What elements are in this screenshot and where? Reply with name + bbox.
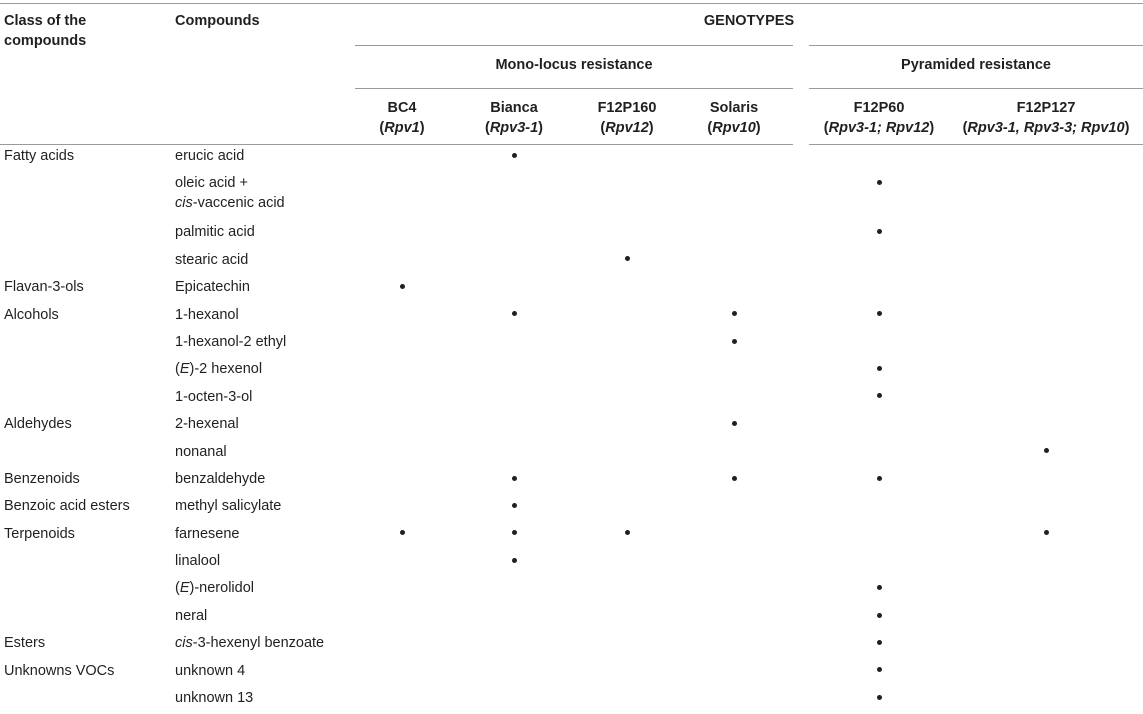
- table-row: [0, 577, 1143, 604]
- presence-cell: [579, 550, 675, 577]
- presence-cell: [675, 523, 801, 550]
- presence-cell: [355, 550, 449, 577]
- presence-cell: [949, 660, 1143, 687]
- presence-dot-icon: [732, 421, 737, 426]
- table-row: [0, 523, 1143, 550]
- table-row: [0, 441, 1143, 468]
- compound-name: cis-3-hexenyl benzoate: [175, 635, 325, 652]
- compound-class: Aldehydes: [4, 416, 72, 433]
- presence-cell: [801, 605, 949, 632]
- table-row: [0, 304, 1143, 331]
- presence-cell: [949, 386, 1143, 413]
- compound-class: [0, 172, 175, 221]
- compound-class: Esters: [4, 635, 46, 652]
- genotype-name: F12P127: [1016, 100, 1076, 116]
- table-row: [0, 413, 1143, 440]
- presence-cell: [579, 523, 675, 550]
- presence-cell: [579, 632, 675, 659]
- presence-cell: [449, 172, 579, 221]
- genotype-gene: Rpv3-1: [489, 120, 539, 136]
- presence-cell: [675, 276, 801, 303]
- presence-cell: [579, 145, 675, 172]
- presence-cell: [449, 145, 579, 172]
- table-row: [0, 495, 1143, 522]
- presence-cell: [355, 304, 449, 331]
- presence-cell: [449, 413, 579, 440]
- presence-cell: [949, 358, 1143, 385]
- presence-cell: [355, 386, 449, 413]
- compound-name: (E)-nerolidol: [175, 580, 254, 597]
- presence-dot-icon: [877, 366, 882, 371]
- presence-cell: [355, 221, 449, 248]
- presence-cell: [675, 495, 801, 522]
- genotype-header-2: F12P160 (Rpv12): [579, 89, 675, 145]
- presence-cell: [355, 577, 449, 604]
- presence-dot-icon: [1044, 448, 1049, 453]
- compound-class: [0, 358, 175, 385]
- presence-cell: [579, 304, 675, 331]
- mono-locus-header: Mono-locus resistance: [355, 46, 801, 89]
- compound-class: Benzenoids: [4, 470, 80, 487]
- presence-cell: [449, 221, 579, 248]
- presence-dot-icon: [512, 558, 517, 563]
- presence-cell: [949, 605, 1143, 632]
- pyramided-header: Pyramided resistance: [801, 46, 1143, 89]
- presence-cell: [579, 577, 675, 604]
- presence-dot-icon: [877, 585, 882, 590]
- table-row: [0, 605, 1143, 632]
- compound-name: neral: [175, 607, 208, 624]
- table-row: [0, 276, 1143, 303]
- presence-dot-icon: [877, 229, 882, 234]
- table-row: [0, 386, 1143, 413]
- presence-cell: [579, 441, 675, 468]
- presence-cell: [801, 441, 949, 468]
- presence-cell: [801, 523, 949, 550]
- presence-cell: [449, 687, 579, 714]
- presence-cell: [579, 660, 675, 687]
- presence-cell: [449, 550, 579, 577]
- presence-cell: [949, 550, 1143, 577]
- presence-dot-icon: [400, 284, 405, 289]
- presence-cell: [449, 605, 579, 632]
- compounds-column-header: Compounds: [175, 13, 260, 29]
- compound-class: Alcohols: [4, 306, 59, 323]
- presence-cell: [579, 413, 675, 440]
- presence-cell: [801, 632, 949, 659]
- presence-cell: [355, 276, 449, 303]
- compound-class: [0, 331, 175, 358]
- genotype-header-5: F12P127 (Rpv3-1, Rpv3-3; Rpv10): [949, 89, 1143, 145]
- compound-name: 1-hexanol-2 ethyl: [175, 333, 287, 350]
- presence-cell: [449, 523, 579, 550]
- presence-cell: [579, 249, 675, 276]
- presence-cell: [949, 145, 1143, 172]
- compound-name: erucic acid: [175, 148, 245, 164]
- presence-cell: [675, 249, 801, 276]
- presence-cell: [675, 550, 801, 577]
- presence-cell: [449, 358, 579, 385]
- presence-cell: [801, 468, 949, 495]
- genotype-name: F12P60: [853, 100, 905, 116]
- presence-cell: [675, 358, 801, 385]
- presence-cell: [449, 276, 579, 303]
- genotype-gene: Rpv12: [605, 120, 649, 136]
- presence-dot-icon: [512, 503, 517, 508]
- presence-cell: [675, 304, 801, 331]
- genotype-name: Solaris: [709, 100, 759, 116]
- presence-cell: [675, 172, 801, 221]
- compound-name: stearic acid: [175, 251, 249, 268]
- genotype-name: Bianca: [490, 100, 538, 116]
- presence-cell: [449, 468, 579, 495]
- presence-cell: [579, 221, 675, 248]
- presence-cell: [355, 145, 449, 172]
- presence-cell: [449, 249, 579, 276]
- presence-cell: [801, 660, 949, 687]
- presence-cell: [675, 221, 801, 248]
- table-row: [0, 687, 1143, 714]
- compound-class: [0, 605, 175, 632]
- presence-dot-icon: [512, 153, 517, 158]
- presence-cell: [801, 495, 949, 522]
- presence-cell: [449, 304, 579, 331]
- presence-cell: [801, 145, 949, 172]
- presence-cell: [675, 660, 801, 687]
- presence-dot-icon: [400, 530, 405, 535]
- presence-dot-icon: [512, 311, 517, 316]
- presence-dot-icon: [732, 476, 737, 481]
- presence-dot-icon: [877, 476, 882, 481]
- presence-cell: [949, 413, 1143, 440]
- presence-cell: [355, 172, 449, 221]
- compounds-genotype-table: [0, 3, 1143, 714]
- presence-cell: [355, 413, 449, 440]
- presence-dot-icon: [877, 667, 882, 672]
- compound-class: [0, 687, 175, 714]
- presence-cell: [675, 687, 801, 714]
- presence-cell: [355, 358, 449, 385]
- presence-dot-icon: [877, 311, 882, 316]
- genotype-header-4: F12P60 (Rpv3-1; Rpv12): [801, 89, 949, 145]
- table-row: [0, 172, 1143, 221]
- presence-cell: [579, 495, 675, 522]
- presence-cell: [449, 386, 579, 413]
- presence-cell: [449, 441, 579, 468]
- presence-cell: [801, 172, 949, 221]
- presence-cell: [949, 468, 1143, 495]
- presence-cell: [949, 331, 1143, 358]
- genotype-header-1: Bianca (Rpv3-1): [449, 89, 579, 145]
- genotype-gene: Rpv3-1; Rpv12: [828, 120, 930, 136]
- genotype-name: F12P160: [597, 100, 657, 116]
- compound-name: (E)-2 hexenol: [175, 361, 263, 378]
- table-row: [0, 145, 1143, 172]
- presence-dot-icon: [877, 613, 882, 618]
- presence-dot-icon: [877, 180, 882, 185]
- compound-class: Benzoic acid esters: [4, 498, 130, 515]
- presence-cell: [949, 495, 1143, 522]
- compound-class: [0, 577, 175, 604]
- presence-cell: [579, 331, 675, 358]
- presence-cell: [801, 221, 949, 248]
- compound-name: Epicatechin: [175, 279, 250, 296]
- compound-name: nonanal: [175, 443, 227, 460]
- class-column-header: Class of the compounds: [4, 13, 87, 49]
- compound-name: 1-octen-3-ol: [175, 388, 253, 405]
- compound-name: oleic acid + cis-vaccenic acid: [175, 175, 285, 212]
- genotype-name: BC4: [387, 100, 417, 116]
- presence-cell: [801, 331, 949, 358]
- table-row: [0, 550, 1143, 577]
- presence-cell: [355, 523, 449, 550]
- presence-cell: [355, 495, 449, 522]
- presence-cell: [949, 221, 1143, 248]
- presence-cell: [355, 468, 449, 495]
- table-row: [0, 358, 1143, 385]
- presence-cell: [949, 632, 1143, 659]
- compound-class: [0, 550, 175, 577]
- presence-cell: [949, 687, 1143, 714]
- table-row: [0, 468, 1143, 495]
- presence-cell: [949, 304, 1143, 331]
- presence-cell: [949, 523, 1143, 550]
- presence-cell: [355, 605, 449, 632]
- presence-cell: [675, 331, 801, 358]
- presence-cell: [949, 172, 1143, 221]
- table-row: [0, 221, 1143, 248]
- presence-dot-icon: [512, 530, 517, 535]
- genotypes-header: GENOTYPES: [703, 13, 795, 29]
- presence-cell: [801, 687, 949, 714]
- presence-cell: [675, 468, 801, 495]
- presence-cell: [675, 632, 801, 659]
- presence-cell: [355, 249, 449, 276]
- presence-dot-icon: [512, 476, 517, 481]
- compound-class: [0, 441, 175, 468]
- presence-cell: [801, 304, 949, 331]
- presence-cell: [579, 468, 675, 495]
- table-row: [0, 331, 1143, 358]
- presence-cell: [579, 358, 675, 385]
- compound-class: [0, 386, 175, 413]
- compound-name: farnesene: [175, 525, 240, 542]
- genotype-header-3: Solaris (Rpv10): [675, 89, 801, 145]
- presence-dot-icon: [625, 530, 630, 535]
- genotype-gene: Rpv3-1, Rpv3-3; Rpv10: [967, 120, 1125, 136]
- compound-class: Terpenoids: [4, 525, 75, 542]
- table-row: [0, 632, 1143, 659]
- presence-cell: [801, 413, 949, 440]
- compound-name: palmitic acid: [175, 224, 255, 241]
- presence-cell: [801, 577, 949, 604]
- genotype-header-0: BC4 (Rpv1): [355, 89, 449, 145]
- presence-cell: [949, 249, 1143, 276]
- presence-dot-icon: [732, 339, 737, 344]
- compound-class: [0, 221, 175, 248]
- presence-dot-icon: [732, 311, 737, 316]
- presence-cell: [949, 441, 1143, 468]
- presence-cell: [449, 577, 579, 604]
- presence-cell: [355, 632, 449, 659]
- presence-cell: [579, 386, 675, 413]
- presence-cell: [675, 605, 801, 632]
- presence-cell: [355, 660, 449, 687]
- presence-cell: [579, 172, 675, 221]
- presence-cell: [449, 331, 579, 358]
- compound-name: linalool: [175, 553, 221, 570]
- presence-cell: [675, 441, 801, 468]
- presence-dot-icon: [877, 695, 882, 700]
- compound-name: benzaldehyde: [175, 470, 266, 487]
- presence-cell: [801, 358, 949, 385]
- presence-cell: [949, 276, 1143, 303]
- presence-cell: [355, 687, 449, 714]
- presence-cell: [801, 386, 949, 413]
- presence-cell: [355, 331, 449, 358]
- presence-cell: [675, 145, 801, 172]
- presence-cell: [675, 413, 801, 440]
- presence-cell: [579, 276, 675, 303]
- genotype-gene: Rpv10: [712, 120, 756, 136]
- presence-cell: [579, 605, 675, 632]
- compound-name: methyl salicylate: [175, 498, 282, 515]
- compound-name: 2-hexenal: [175, 416, 239, 433]
- presence-cell: [579, 687, 675, 714]
- presence-dot-icon: [877, 640, 882, 645]
- genotype-gene: Rpv1: [384, 120, 420, 136]
- presence-cell: [675, 386, 801, 413]
- compound-class: Unknowns VOCs: [4, 662, 115, 679]
- presence-dot-icon: [877, 393, 882, 398]
- presence-cell: [449, 660, 579, 687]
- table-row: [0, 249, 1143, 276]
- presence-cell: [675, 577, 801, 604]
- presence-cell: [801, 249, 949, 276]
- table-row: [0, 660, 1143, 687]
- presence-cell: [801, 550, 949, 577]
- presence-cell: [449, 495, 579, 522]
- compound-class: Flavan-3-ols: [4, 279, 84, 296]
- presence-dot-icon: [1044, 530, 1049, 535]
- presence-cell: [949, 577, 1143, 604]
- compound-name: unknown 4: [175, 662, 246, 679]
- compound-name: 1-hexanol: [175, 306, 239, 323]
- presence-dot-icon: [625, 256, 630, 261]
- presence-cell: [355, 441, 449, 468]
- compound-class: [0, 249, 175, 276]
- presence-cell: [449, 632, 579, 659]
- presence-cell: [801, 276, 949, 303]
- compound-name: unknown 13: [175, 690, 254, 707]
- compound-class: Fatty acids: [4, 148, 75, 164]
